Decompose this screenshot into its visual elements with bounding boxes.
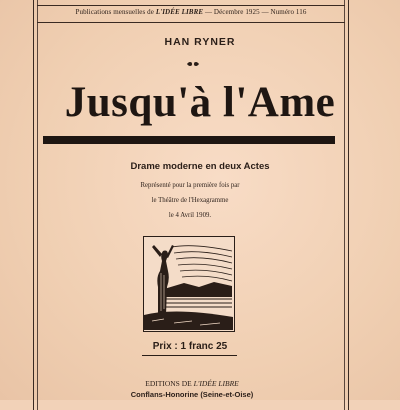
- author-name: HAN RYNER: [164, 36, 236, 48]
- book-title: Jusqu'à l'Ame: [64, 79, 336, 126]
- publisher-name: [0, 379, 384, 388]
- header-rule: [37, 22, 345, 23]
- price-suffix: franc 25: [186, 341, 228, 352]
- journal-name: L'IDÉE LIBRE: [155, 8, 204, 16]
- publisher-prefix: EDITIONS DE: [145, 379, 194, 388]
- publisher-journal: L'IDÉE LIBRE: [193, 379, 239, 388]
- publisher-address: Conflans-Honorine (Seine-et-Oise): [130, 390, 254, 399]
- performance-line-2: le Théâtre de l'Hexagramme: [151, 197, 229, 204]
- woodcut-figure-landscape-icon: [144, 237, 233, 330]
- header-prefix: Publications mensuelles de: [75, 8, 156, 16]
- top-rule: [37, 5, 345, 6]
- issue-number: Numéro 116: [270, 8, 307, 16]
- subtitle: Drame moderne en deux Actes: [130, 161, 270, 172]
- performance-line-3: le 4 Avril 1909.: [168, 212, 212, 219]
- price: [140, 341, 240, 352]
- publication-header: [37, 8, 345, 16]
- performance-line-1: Représenté pour la première fois par: [140, 182, 240, 189]
- price-rule: [142, 355, 237, 356]
- price-prefix: Prix :: [152, 341, 181, 352]
- title-bar: [43, 136, 335, 144]
- ornament-icon: [186, 60, 200, 68]
- price-amount: 1: [180, 341, 187, 352]
- header-date: — Décembre 1925 —: [203, 8, 271, 16]
- woodcut-illustration: [143, 236, 235, 332]
